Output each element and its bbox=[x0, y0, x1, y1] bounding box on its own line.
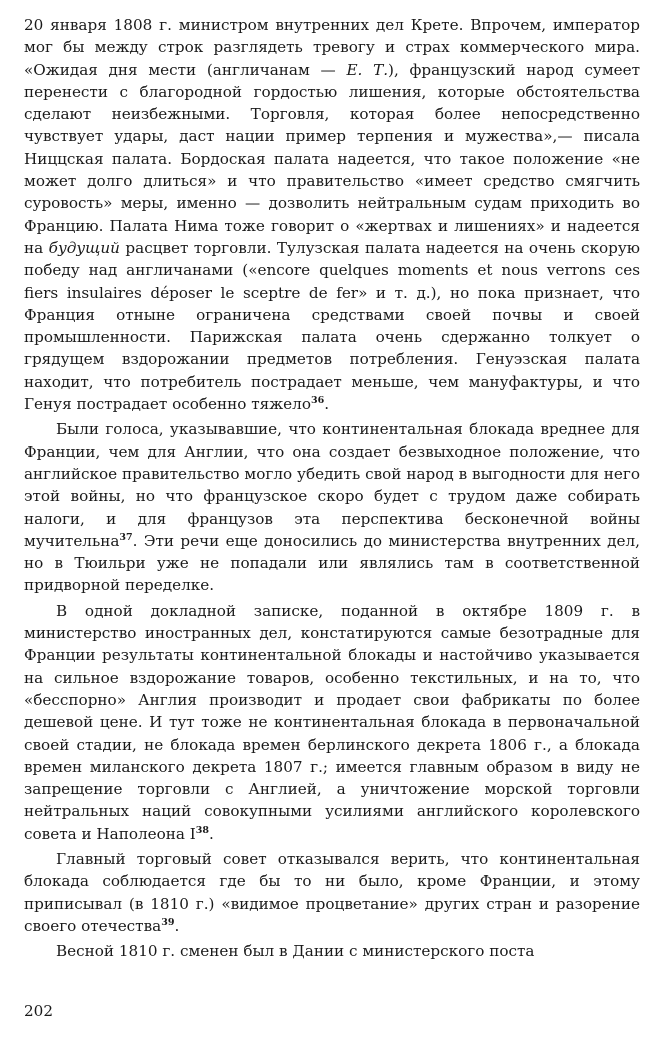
text-segment: . Эти речи еще доносились до министерства внутренних дел, но в Тюильри уже не попадали или являлись там в соответственной придворной переделке. bbox=[24, 531, 640, 595]
italic-initials: Е. Т. bbox=[346, 60, 389, 79]
paragraph-2 bbox=[24, 418, 640, 596]
italic-word: будущий bbox=[48, 238, 120, 257]
paragraph-4 bbox=[24, 848, 640, 937]
text-segment: В одной докладной записке, поданной в октябре 1809 г. в министерство иностранных дел, констатируются самые безотрадные для Франции результаты континентальной блокады и настойчиво указывается на сильное вздорожание товаров, особенно текстильных, и на то, что «бесспорно» Англия производит и продает свои фабрикаты по более дешевой цене. И тут тоже не континентальная блокада в первоначальной своей стадии, не блокада времен берлинского декрета 1806 г., а блокада времен миланского декрета 1807 г.; имеется главным образом в виду не запрещение торговли с Англией, а уничтожение морской торговли нейтральных наций совокупными усилиями английского королевского совета и Наполеона I bbox=[24, 601, 640, 843]
text-segment: 20 января 1808 г. министром внутренних дел Крете. Впрочем, император мог бы между строк разглядеть тревогу и страх коммерческого мира. «Ожидая дня мести (англичанам — bbox=[24, 16, 640, 79]
text-segment: Были голоса, указывавшие, что континентальная блокада вреднее для Франции, чем для Англии, что она создает безвыходное положение, что английское правительство могло убедить свой народ в выгодности для него этой войны, но что французское скоро будет с трудом даже собирать налоги, и для французов эта перспектива бесконечной войны мучительна bbox=[24, 420, 640, 550]
text-segment: Весной 1810 г. сменен был в Дании с министерского поста bbox=[56, 942, 535, 961]
paragraph-3 bbox=[24, 600, 640, 845]
text-segment: . bbox=[174, 916, 180, 935]
page-body bbox=[24, 14, 640, 962]
footnote-ref-39: 39 bbox=[161, 916, 175, 928]
page-number: 202 bbox=[24, 1002, 53, 1020]
footnote-ref-37: 37 bbox=[119, 531, 133, 543]
text-segment: ), французский народ сумеет перенести с благородной гордостью лишения, которые обстоятельства сделают неизбежными. Торговля, которая более непосредственно чувствует удары, даст нации пример терпения и мужества»,— писала Ниццская палата. Бордоская палата надеется, что такое положение «не может долго длиться» и что правительство «имеет средство смягчить суровость» меры, именно — дозволить нейтральным судам приходить во Францию. Палата Нима тоже говорит о «жертвах и лишениях» и надеется на bbox=[24, 60, 641, 257]
footnote-ref-36: 36 bbox=[310, 395, 325, 407]
text-segment: . bbox=[209, 824, 214, 843]
text-segment: Главный торговый совет отказывался верить, что континентальная блокада соблюдается где бы то ни было, кроме Франции, и этому приписывал (в 1810 г.) «видимое процветание» других стран и разорение своего отечества bbox=[24, 849, 640, 935]
paragraph-1 bbox=[24, 14, 640, 415]
text-segment: . bbox=[324, 395, 330, 414]
text-segment: расцвет торговли. Тулузская палата надеется на очень скорую победу над англичанами («encore quelques moments et nous verrons ces fiers insulaires déposer le sceptre de fer» и т. д.), но пока признает, что Франция отныне ограничена средствами своей почвы и своей промышленности. Парижская палата очень сдержанно толкует о грядущем вздорожании предметов потребления. Генуэзская палата находит, что потребитель пострадает меньше, чем мануфактуры, и что Генуя пострадает особенно тяжело bbox=[24, 238, 640, 414]
footnote-ref-38: 38 bbox=[195, 824, 210, 836]
paragraph-5 bbox=[24, 940, 640, 962]
